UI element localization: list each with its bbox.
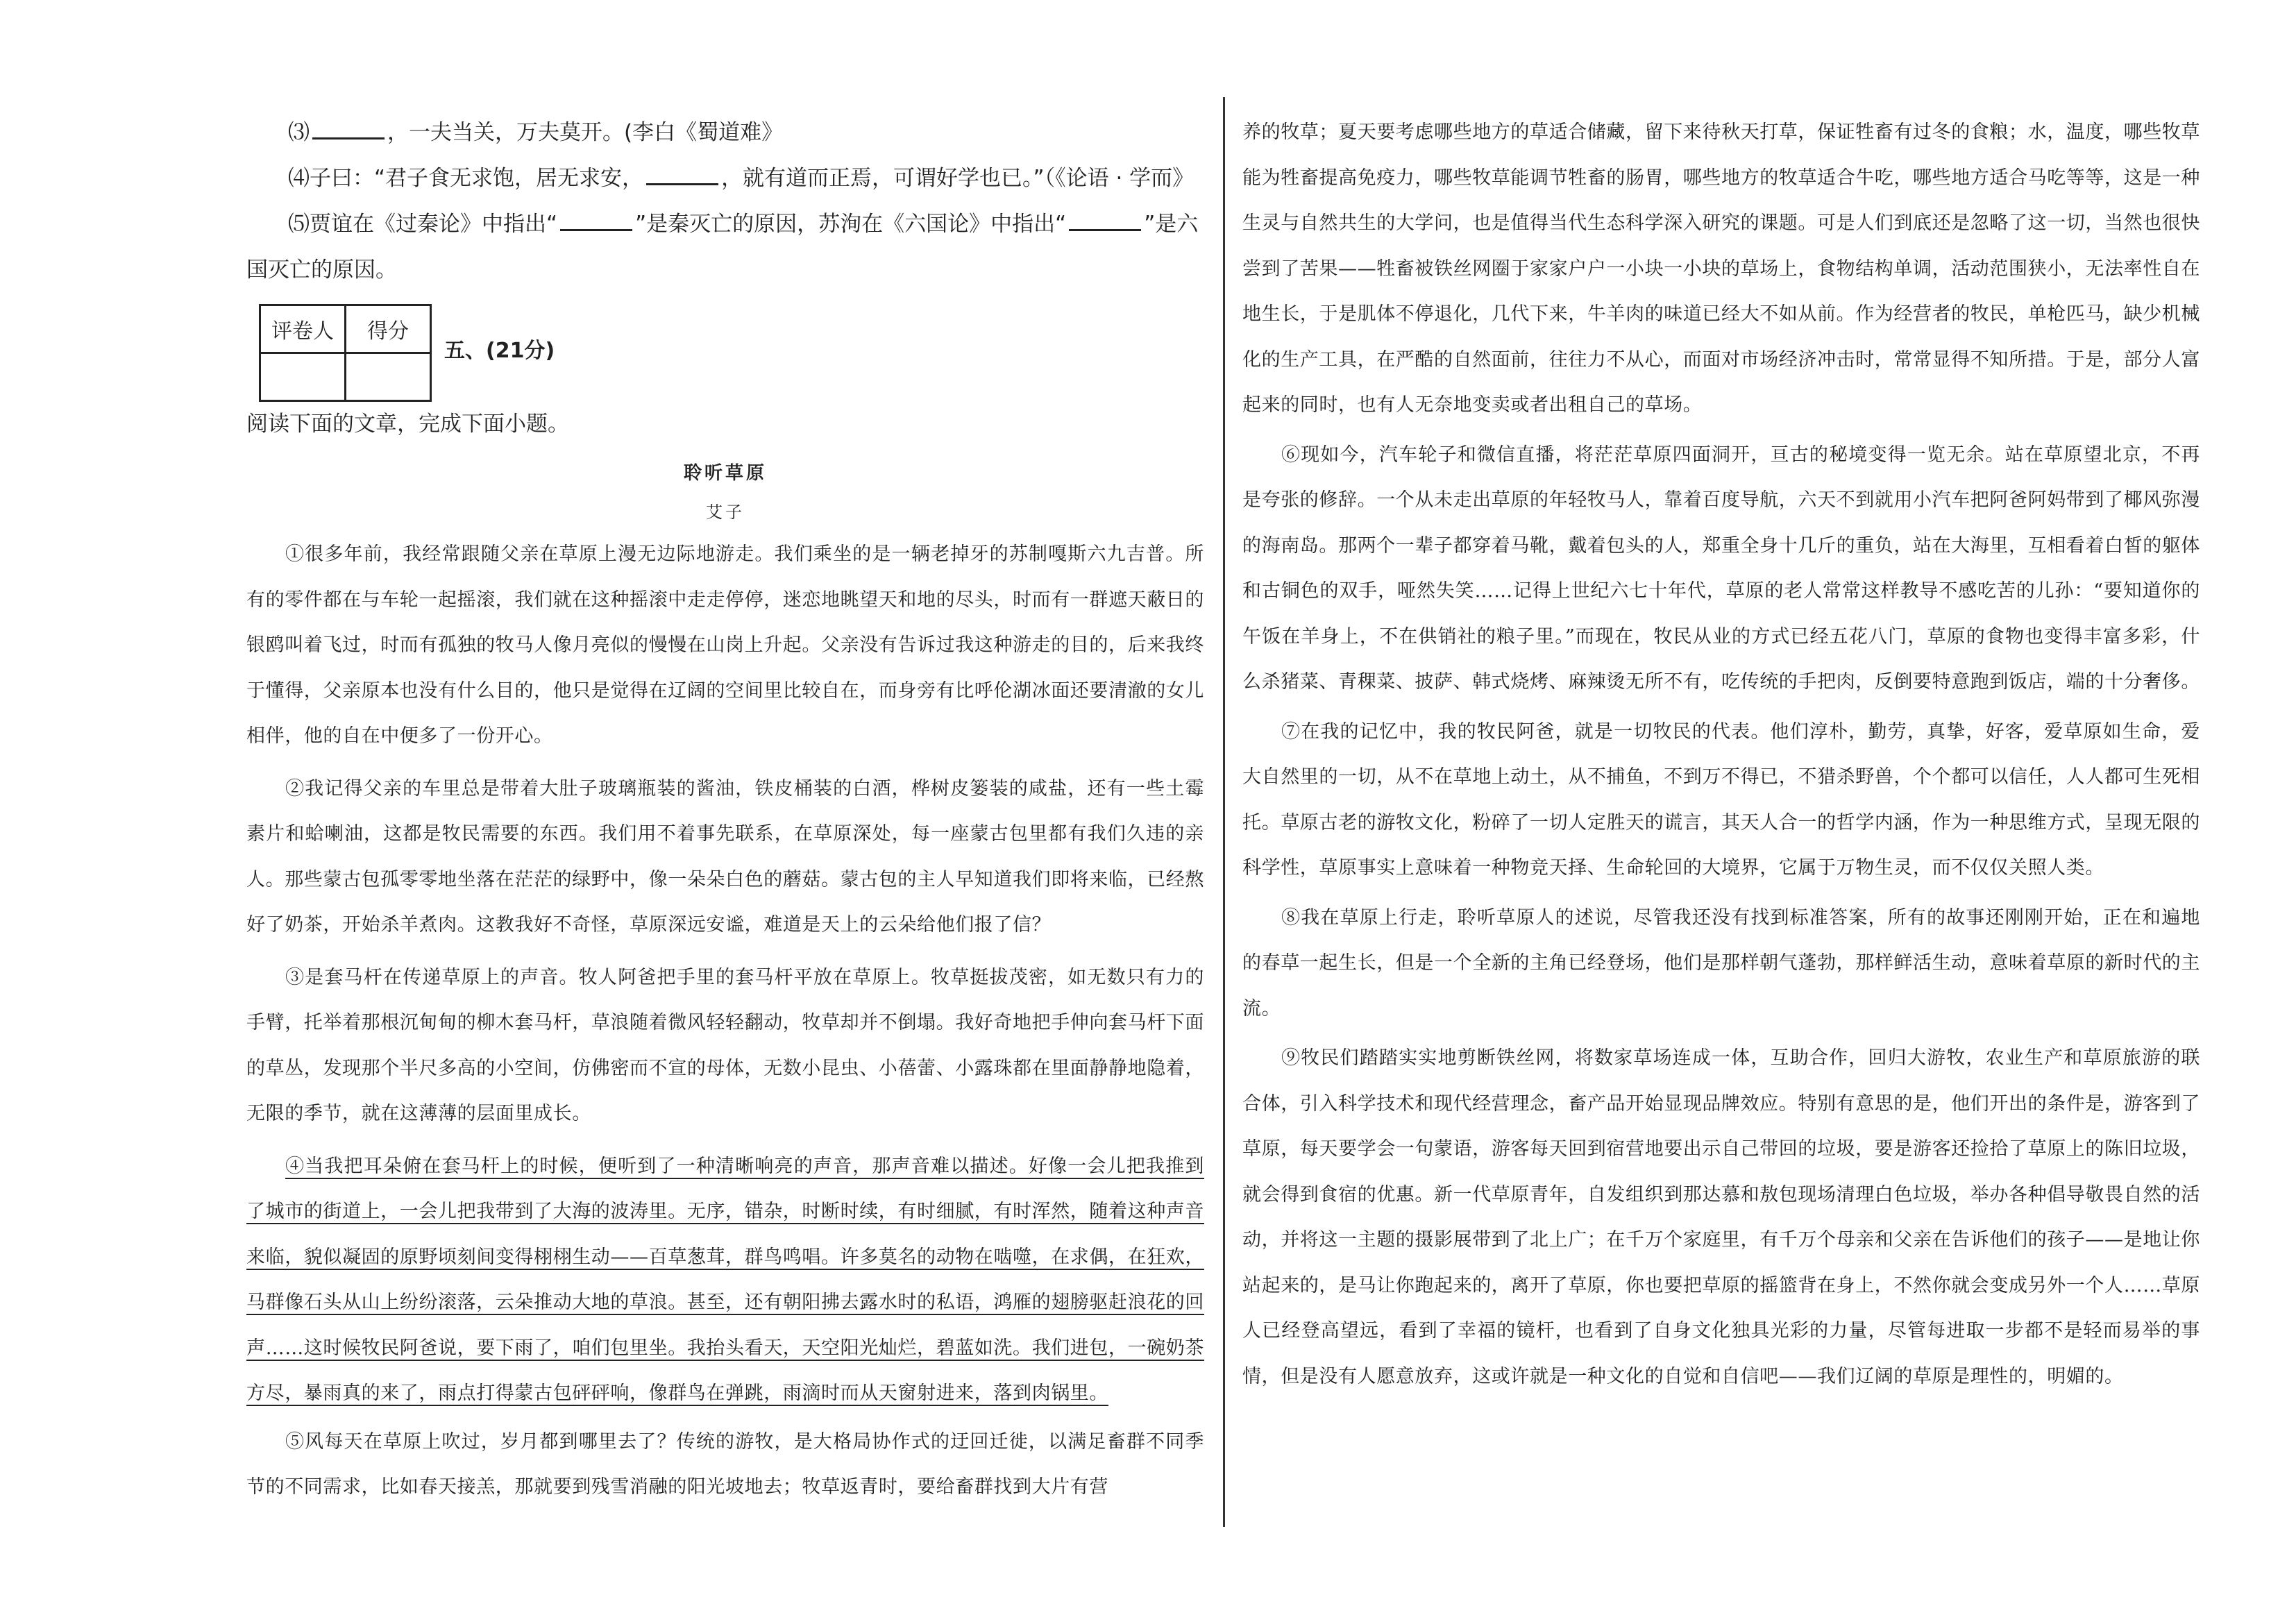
answer-blank[interactable] [560, 210, 632, 231]
score-section [246, 300, 1204, 404]
paragraph-8-text: ⑧我在草原上行走，聆听草原人的述说，尽管我还没有找到标准答案，所有的故事还刚刚开始，正在和遍地的春草一起生长，但是一个全新的主角已经登场，他们是那样朝气蓬勃，那样鲜活生动，意味着草原的新时代的主流。 [1242, 906, 2200, 1020]
score-table [259, 304, 432, 402]
paragraph-5-continued-text: 养的牧草；夏天要考虑哪些地方的草适合储藏，留下来待秋天打草，保证牲畜有过冬的食粮；水，温度，哪些牧草能为牲畜提高免疫力，哪些牧草能调节牲畜的肠胃，哪些地方的牧草适合牛吃，哪些地方适合马吃等等，这是一种生灵与自然共生的大学问，也是值得当代生态科学深入研究的课题。可是人们到底还是忽略了这一切，当然也很快尝到了苦果——牲畜被铁丝网圈于家家户户一小块一小块的草场上，食物结构单调，活动范围狭小，无法率性自在地生长，于是肌体不停退化，几代下来，牛羊肉的味道已经大不如从前。作为经营者的牧民，单枪匹马，缺少机械化的生产工具，在严酷的自然面前，往往力不从心，而面对市场经济冲击时，常常显得不知所措。于是，部分人富起来的同时，也有人无奈地变卖或者出租自己的草场。 [1242, 121, 2200, 416]
reviewer-cell[interactable] [260, 353, 346, 401]
answer-blank[interactable] [646, 164, 718, 185]
paragraph-8 [1242, 895, 2200, 1032]
section-heading: 五、(21分) [444, 339, 555, 363]
reading-instruction: 阅读下面的文章，完成下面小题。 [246, 412, 569, 437]
paragraph-4 [246, 1144, 1204, 1416]
paragraph-3-text: ③是套马杆在传递草原上的声音。牧人阿爸把手里的套马杆平放在草原上。牧草挺拔茂密，如无数只有力的手臂，托举着那根沉甸甸的柳木套马杆，草浪随着微风轻轻翻动，牧草却并不倒塌。我好奇地把手伸向套马杆下面的草丛，发现那个半尺多高的小空间，仿佛密而不宣的母体，无数小昆虫、小蓓蕾、小露珠都在里面静静地隐着，无限的季节，就在这薄薄的层面里成长。 [246, 966, 1204, 1124]
left-column [246, 104, 1204, 1510]
question-4 [246, 155, 1204, 201]
question-4-text-b: ，就有道而正焉，可谓好学也已。”（《论语 · 学而》 [721, 166, 1195, 191]
answer-blank[interactable] [312, 118, 385, 139]
paragraph-9 [1242, 1035, 2200, 1399]
paragraph-1 [246, 532, 1204, 759]
paragraph-7 [1242, 709, 2200, 891]
article-author: 艾子 [706, 502, 745, 522]
question-5 [246, 201, 1204, 247]
question-5-text-a: ⑸贾谊在《过秦论》中指出“ [288, 212, 558, 237]
answer-blank[interactable] [1069, 210, 1141, 231]
paragraph-1-text: ①很多年前，我经常跟随父亲在草原上漫无边际地游走。我们乘坐的是一辆老掉牙的苏制嘎斯六九吉普。所有的零件都在与车轮一起摇滚，我们就在这种摇滚中走走停停，迷恋地眺望天和地的尽头，时而有一群遮天蔽日的银鸥叫着飞过，时而有孤独的牧马人像月亮似的慢慢在山岗上升起。父亲没有告诉过我这种游走的目的，后来我终于懂得，父亲原本也没有什么目的，他只是觉得在辽阔的空间里比较自在，而身旁有比呼伦湖冰面还要清澈的女儿相伴，他的自在中便多了一份开心。 [246, 543, 1204, 747]
paragraph-5 [246, 1419, 1204, 1510]
question-5-text-c: ”是六 [1144, 212, 1199, 237]
paragraph-4-underlined-text: ④当我把耳朵俯在套马杆上的时候，便听到了一种清晰响亮的声音，那声音难以描述。好像一会儿把我推到了城市的街道上，一会儿把我带到了大海的波涛里。无序，错杂，时断时续，有时细腻，有时浑然，随着这种声音来临，貌似凝固的原野顷刻间变得栩栩生动——百草葱茸，群鸟鸣唱。许多莫名的动物在啮噬，在求偶，在狂欢，马群像石头从山上纷纷滚落，云朵推动大地的草浪。甚至，还有朝阳拂去露水时的私语，鸿雁的翅膀驱赶浪花的回声……这时候牧民阿爸说，要下雨了，咱们包里坐。我抬头看天，天空阳光灿烂，碧蓝如洗。我们进包，一碗奶茶方尽，暴雨真的来了，雨点打得蒙古包砰砰响，像群鸟在弹跳，雨滴时而从天窗射进来，落到肉锅里。 [246, 1155, 1204, 1404]
paragraph-2-text: ②我记得父亲的车里总是带着大肚子玻璃瓶装的酱油，铁皮桶装的白酒，桦树皮篓装的咸盐，还有一些土霉素片和蛤喇油，这都是牧民需要的东西。我们用不着事先联系，在草原深处，每一座蒙古包里都有我们久违的亲人。那些蒙古包孤零零地坐落在茫茫的绿野中，像一朵朵白色的蘑菇。蒙古包的主人早知道我们即将来临，已经熬好了奶茶，开始杀羊煮肉。这教我好不奇怪，草原深远安谧，难道是天上的云朵给他们报了信？ [246, 777, 1204, 936]
question-3 [246, 110, 1204, 155]
paragraph-6 [1242, 432, 2200, 705]
paragraph-5-continued [1242, 110, 2200, 428]
paragraph-2 [246, 766, 1204, 948]
paragraph-7-text: ⑦在我的记忆中，我的牧民阿爸，就是一切牧民的代表。他们淳朴，勤劳，真挚，好客，爱草原如生命，爱大自然里的一切，从不在草地上动土，从不捕鱼，不到万不得已，不猎杀野兽，个个都可以信任，人人都可生死相托。草原古老的游牧文化，粉碎了一切人定胜天的谎言，其天人合一的哲学内涵，作为一种思维方式，呈现无限的科学性，草原事实上意味着一种物竞天择、生命轮回的大境界，它属于万物生灵，而不仅仅关照人类。 [1242, 720, 2200, 879]
score-label: 得分 [346, 305, 431, 353]
question-5-text-b: ”是秦灭亡的原因，苏洵在《六国论》中指出“ [635, 212, 1067, 237]
question-3-prefix: ⑶ [288, 120, 310, 145]
question-3-text: ，一夫当关，万夫莫开。(李白《蜀道难》 [387, 120, 784, 145]
column-divider [1223, 97, 1225, 1527]
right-column [1242, 104, 2200, 1399]
paragraph-9-text: ⑨牧民们踏踏实实地剪断铁丝网，将数家草场连成一体，互助合作，回归大游牧，农业生产和草原旅游的联合体，引入科学技术和现代经营理念，畜产品开始显现品牌效应。特别有意思的是，他们开出的条件是，游客到了草原，每天要学会一句蒙语，游客每天回到宿营地要出示自己带回的垃圾，要是游客还捡拾了草原上的陈旧垃圾，就会得到食宿的优惠。新一代草原青年，自发组织到那达慕和敖包现场清理白色垃圾，举办各种倡导敬畏自然的活动，并将这一主题的摄影展带到了北上广；在千万个家庭里，有千万个母亲和父亲在告诉他们的孩子——是地让你站起来的，是马让你跑起来的，离开了草原，你也要把草原的摇篮背在身上，不然你就会变成另外一个人……草原人已经登高望远，看到了幸福的镜杆，也看到了自身文化独具光彩的力量，尽管每进取一步都不是轻而易举的事情，但是没有人愿意放弃，这或许就是一种文化的自觉和自信吧——我们辽阔的草原是理性的，明媚的。 [1242, 1047, 2200, 1387]
article-title: 聆听草原 [683, 463, 767, 484]
question-5-line-2: 国灭亡的原因。 [246, 257, 397, 282]
paragraph-3 [246, 955, 1204, 1137]
question-4-text-a: ⑷子曰：“君子食无求饱，居无求安， [288, 166, 644, 191]
score-cell[interactable] [346, 353, 431, 401]
paragraph-5-text: ⑤风每天在草原上吹过，岁月都到哪里去了？传统的游牧，是大格局协作式的迂回迁徙，以满足畜群不同季节的不同需求，比如春天接羔，那就要到残雪消融的阳光坡地去；牧草返青时，要给畜群找到大片有营 [246, 1430, 1204, 1498]
reviewer-label: 评卷人 [260, 305, 346, 353]
paragraph-6-text: ⑥现如今，汽车轮子和微信直播，将茫茫草原四面洞开，亘古的秘境变得一览无余。站在草原望北京，不再是夸张的修辞。一个从未走出草原的年轻牧马人，靠着百度导航，六天不到就用小汽车把阿爸阿妈带到了椰风弥漫的海南岛。那两个一辈子都穿着马靴，戴着包头的人，郑重全身十几斤的重负，站在大海里，互相看着白皙的躯体和古铜色的双手，哑然失笑……记得上世纪六七十年代，草原的老人常常这样教导不感吃苦的儿孙：“要知道你的午饭在羊身上，不在供销社的粮子里。”而现在，牧民从业的方式已经五花八门，草原的食物也变得丰富多彩，什么杀猪菜、青稞菜、披萨、韩式烧烤、麻辣烫无所不有，吃传统的手把肉，反倒要特意跑到饭店，端的十分奢侈。 [1242, 443, 2200, 693]
